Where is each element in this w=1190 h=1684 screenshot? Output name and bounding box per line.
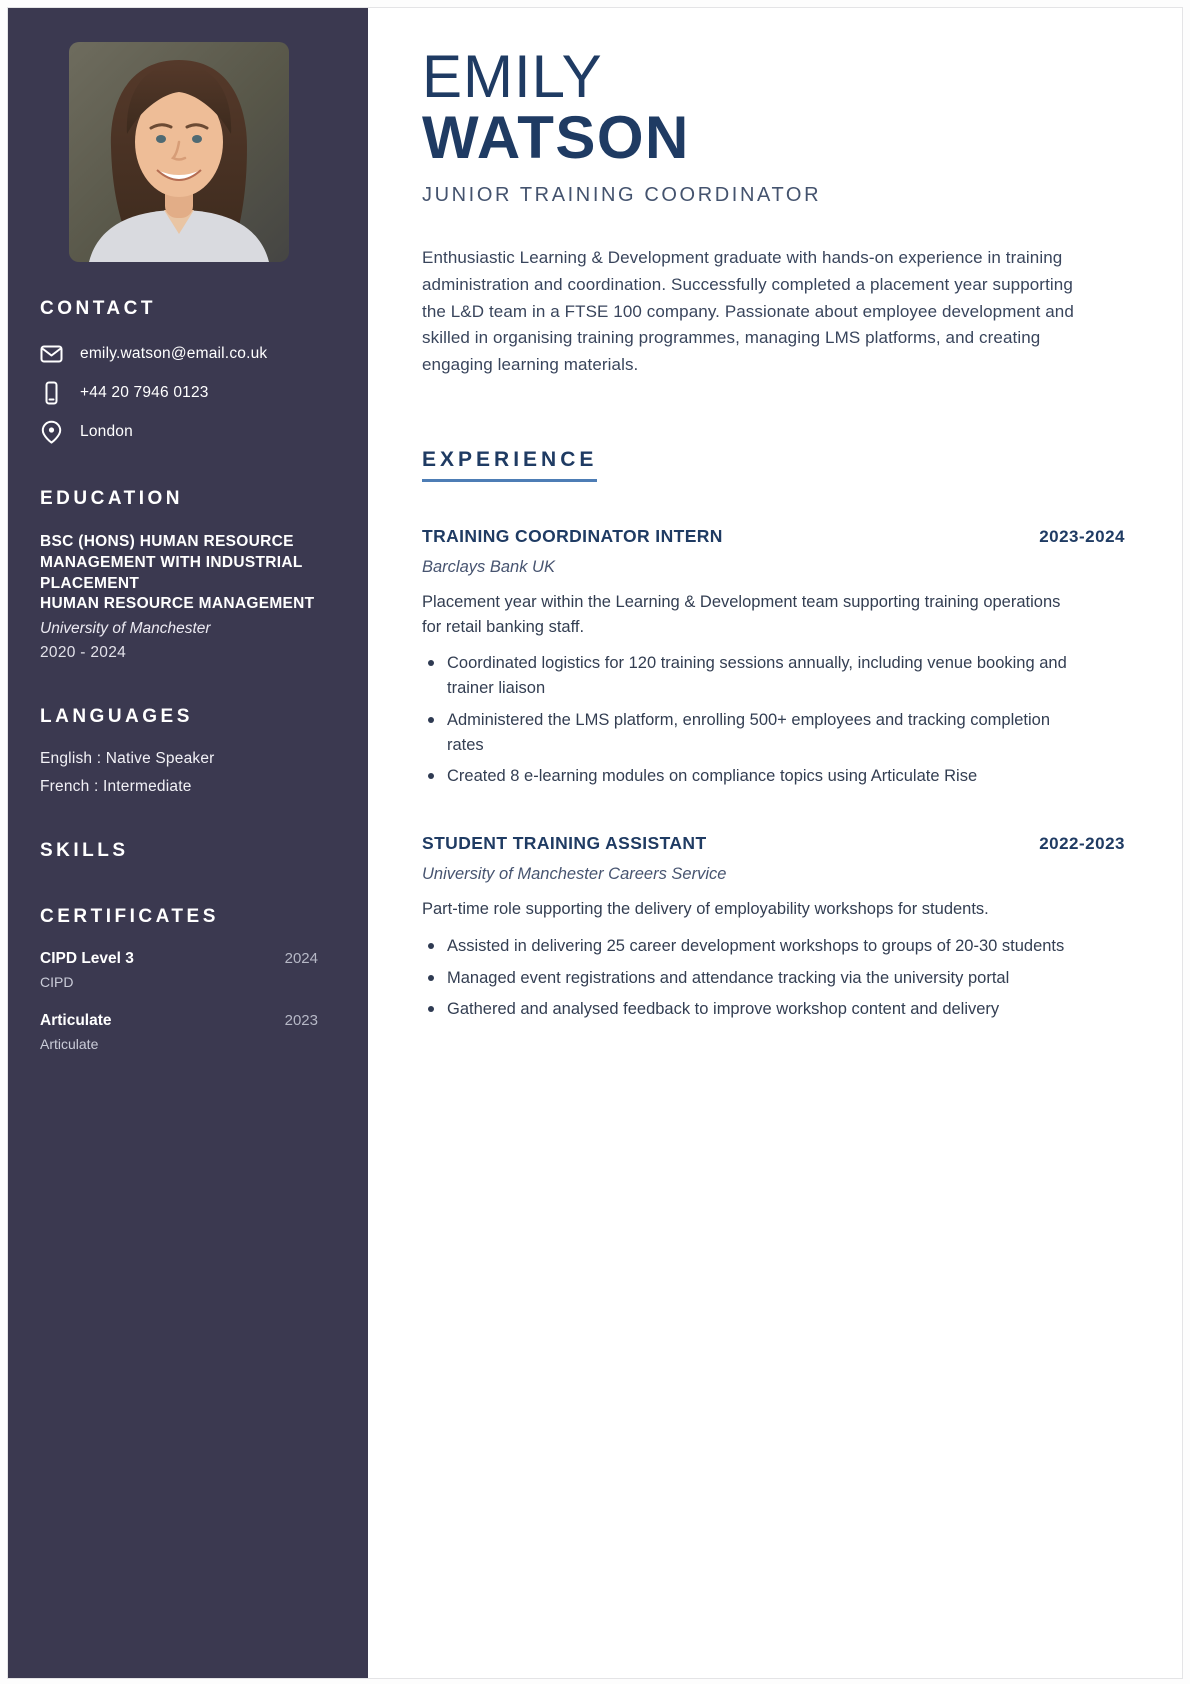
job-bullet: Administered the LMS platform, enrolling 500+ employees and tracking completion rates (422, 708, 1077, 758)
education-degree: BSC (HONS) HUMAN RESOURCE MANAGEMENT WITH INDUSTRIAL PLACEMENT (40, 533, 303, 592)
certificate-item (40, 950, 318, 990)
experience-heading: EXPERIENCE (422, 448, 597, 482)
job-header (422, 833, 1125, 854)
job-bullet-list (422, 934, 1077, 1022)
contact-email: emily.watson@email.co.uk (80, 345, 268, 362)
job-bullet: Coordinated logistics for 120 training sessions annually, including venue booking and trainer liaison (422, 651, 1077, 701)
certificate-year: 2024 (284, 950, 318, 968)
main-content (368, 8, 1182, 1678)
job-title: STUDENT TRAINING ASSISTANT (422, 833, 707, 854)
languages-heading: LANGUAGES (40, 706, 193, 728)
skills-heading: SKILLS (40, 840, 129, 862)
education-section (40, 488, 318, 662)
resume-page (7, 7, 1183, 1679)
job-company: Barclays Bank UK (422, 557, 555, 576)
certificate-name: Articulate (40, 1012, 112, 1030)
last-name: WATSON (422, 104, 690, 172)
contact-row-email (40, 342, 318, 366)
contact-heading: CONTACT (40, 298, 156, 319)
contact-row-location (40, 420, 318, 444)
language-item: English : Native Speaker (40, 750, 215, 768)
page-title (422, 43, 1125, 172)
smartphone-icon (40, 381, 66, 405)
contact-row-phone (40, 381, 318, 405)
job-company: University of Manchester Careers Service (422, 865, 727, 884)
education-dates: 2020 - 2024 (40, 644, 127, 662)
certificate-name: CIPD Level 3 (40, 950, 134, 968)
summary-paragraph: Enthusiastic Learning & Development graduate with hands-on experience in training administration and coordination. Successfully completed a placement year supporting the L&D team in a FTSE 100 company. Passionate about employee development and skilled in organising training programmes, managing LMS platforms, and creating engaging learning materials. (422, 248, 1074, 375)
education-school: University of Manchester (40, 620, 211, 638)
contact-location: London (80, 423, 133, 440)
job-description: Part-time role supporting the delivery of employability workshops for students. (422, 900, 989, 919)
map-pin-icon (40, 420, 66, 444)
profile-photo-illustration (69, 42, 289, 262)
job-header (422, 526, 1125, 547)
certificates-heading: CERTIFICATES (40, 906, 219, 928)
profile-photo (69, 42, 289, 262)
job-dates: 2022-2023 (1039, 834, 1125, 854)
certificates-section (40, 906, 318, 1052)
language-item: French : Intermediate (40, 778, 192, 796)
education-heading: EDUCATION (40, 488, 184, 509)
job-bullet-list (422, 651, 1077, 789)
certificate-item (40, 1012, 318, 1052)
first-name: EMILY (422, 43, 603, 110)
experience-entry (422, 526, 1125, 789)
mail-icon (40, 342, 66, 366)
skills-section (40, 840, 318, 862)
sidebar (8, 8, 368, 1678)
job-title: TRAINING COORDINATOR INTERN (422, 525, 723, 546)
job-headline: JUNIOR TRAINING COORDINATOR (422, 184, 822, 207)
certificate-year: 2023 (284, 1012, 318, 1030)
experience-entry (422, 833, 1125, 1022)
job-bullet: Created 8 e-learning modules on compliance topics using Articulate Rise (422, 764, 1077, 789)
job-bullet: Managed event registrations and attendance tracking via the university portal (422, 966, 1077, 991)
certificate-issuer: CIPD (40, 974, 74, 991)
contact-section (40, 298, 318, 444)
job-dates: 2023-2024 (1039, 526, 1125, 546)
job-description: Placement year within the Learning & Development team supporting training operations for retail banking staff. (422, 592, 1061, 636)
contact-phone: +44 20 7946 0123 (80, 384, 209, 401)
languages-section (40, 706, 318, 796)
job-bullet: Assisted in delivering 25 career development workshops to groups of 20-30 students (422, 934, 1077, 959)
education-field: HUMAN RESOURCE MANAGEMENT (40, 595, 315, 613)
job-bullet: Gathered and analysed feedback to improve workshop content and delivery (422, 997, 1077, 1022)
certificate-issuer: Articulate (40, 1036, 99, 1053)
